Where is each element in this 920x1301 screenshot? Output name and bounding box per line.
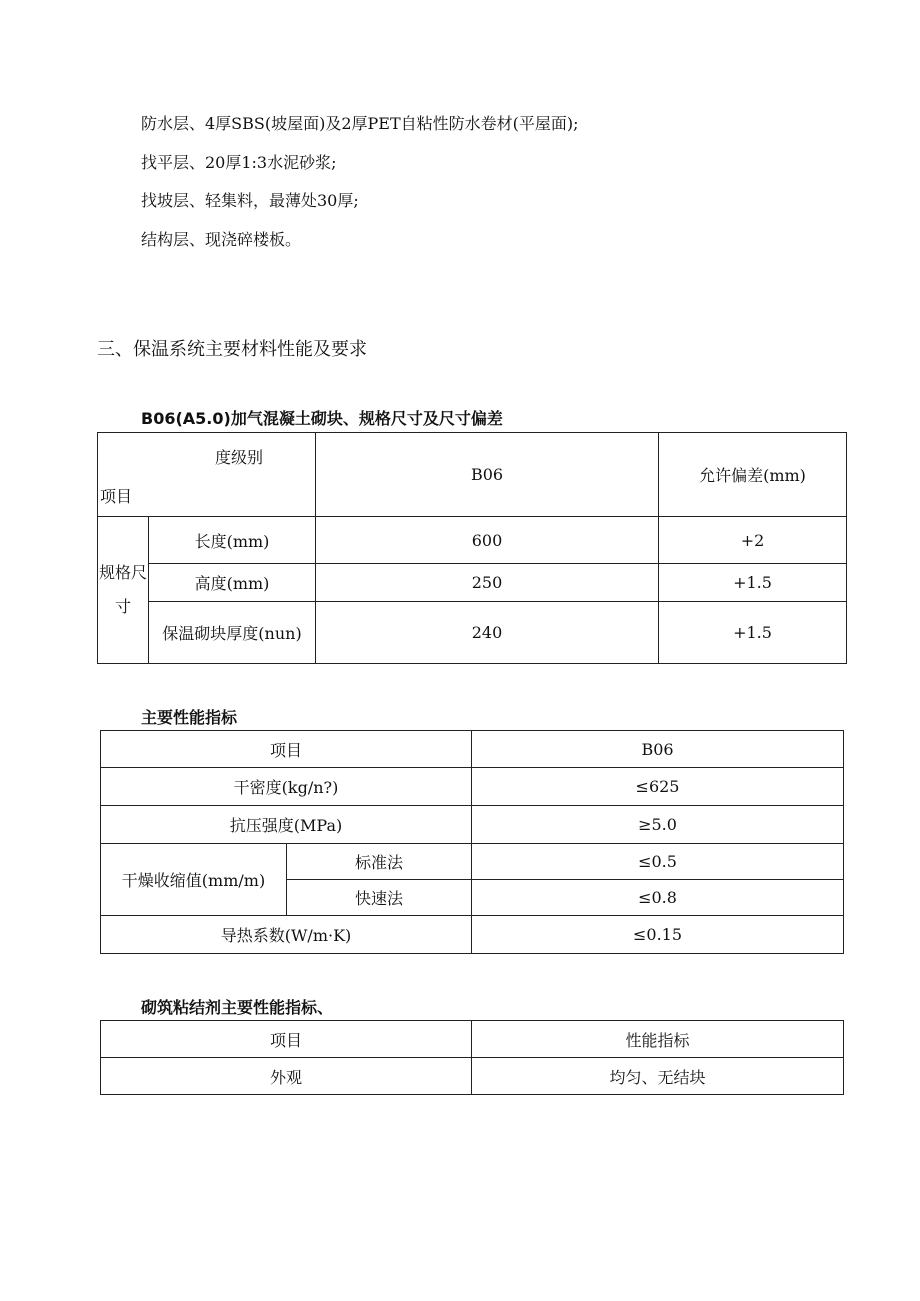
table1-row-item: 高度(mm) — [149, 564, 316, 602]
table1-row-item: 保温砌块厚度(nun) — [149, 602, 316, 664]
layer-line-4: 结构层、现浇碎楼板。 — [141, 230, 302, 249]
table1-header-grade: B06 — [316, 433, 659, 517]
table1-row-item: 长度(mm) — [149, 517, 316, 564]
table3-row-value: 均匀、无结块 — [472, 1058, 844, 1095]
table2-caption: 主要性能指标 — [141, 708, 238, 727]
dimension-table — [97, 432, 847, 664]
table2-strength-label: 抗压强度(MPa) — [101, 806, 472, 844]
table2-shrinkage-fast-value: ≤0.8 — [472, 880, 844, 916]
table1-header-tolerance: 允许偏差(mm) — [659, 433, 847, 517]
table3-header-index: 性能指标 — [472, 1021, 844, 1058]
table1-row-value: 250 — [316, 564, 659, 602]
layer-line-3: 找坡层、轻集料，最薄处30厚; — [141, 191, 359, 210]
table1-group-label: 规格尺寸 — [98, 517, 149, 664]
table1-row-value: 600 — [316, 517, 659, 564]
table2-conductivity-label: 导热系数(W/m·K) — [101, 916, 472, 954]
layer-line-2: 找平层、20厚1:3水泥砂浆; — [141, 153, 337, 172]
table3-caption: 砌筑粘结剂主要性能指标、 — [141, 998, 334, 1017]
table2-dry-density-label: 干密度(kg/n?) — [101, 768, 472, 806]
adhesive-table — [100, 1020, 844, 1095]
table1-row-tolerance: +2 — [659, 517, 847, 564]
table2-strength-value: ≥5.0 — [472, 806, 844, 844]
section-heading: 三、保温系统主要材料性能及要求 — [97, 339, 367, 360]
table1-header-grade-label: 度级别 — [215, 448, 264, 467]
performance-table — [100, 730, 844, 954]
table1-caption: B06(A5.0)加气混凝土砌块、规格尺寸及尺寸偏差 — [141, 409, 503, 428]
table1-header-item-label: 项目 — [100, 487, 133, 506]
table1-row-tolerance: +1.5 — [659, 602, 847, 664]
table2-header-grade: B06 — [472, 731, 844, 768]
layer-line-1: 防水层、4厚SBS(坡屋面)及2厚PET自粘性防水卷材(平屋面); — [141, 114, 579, 133]
table3-row-item: 外观 — [101, 1058, 472, 1095]
table2-conductivity-value: ≤0.15 — [472, 916, 844, 954]
table2-shrinkage-fast-label: 快速法 — [287, 880, 472, 916]
table3-header-item: 项目 — [101, 1021, 472, 1058]
table2-dry-density-value: ≤625 — [472, 768, 844, 806]
table1-header-corner — [98, 433, 316, 517]
table2-shrinkage-standard-label: 标准法 — [287, 844, 472, 880]
table2-shrinkage-standard-value: ≤0.5 — [472, 844, 844, 880]
table1-row-tolerance: +1.5 — [659, 564, 847, 602]
table1-row-value: 240 — [316, 602, 659, 664]
table2-header-item: 项目 — [101, 731, 472, 768]
table2-shrinkage-label: 干燥收缩值(mm/m) — [101, 844, 287, 916]
